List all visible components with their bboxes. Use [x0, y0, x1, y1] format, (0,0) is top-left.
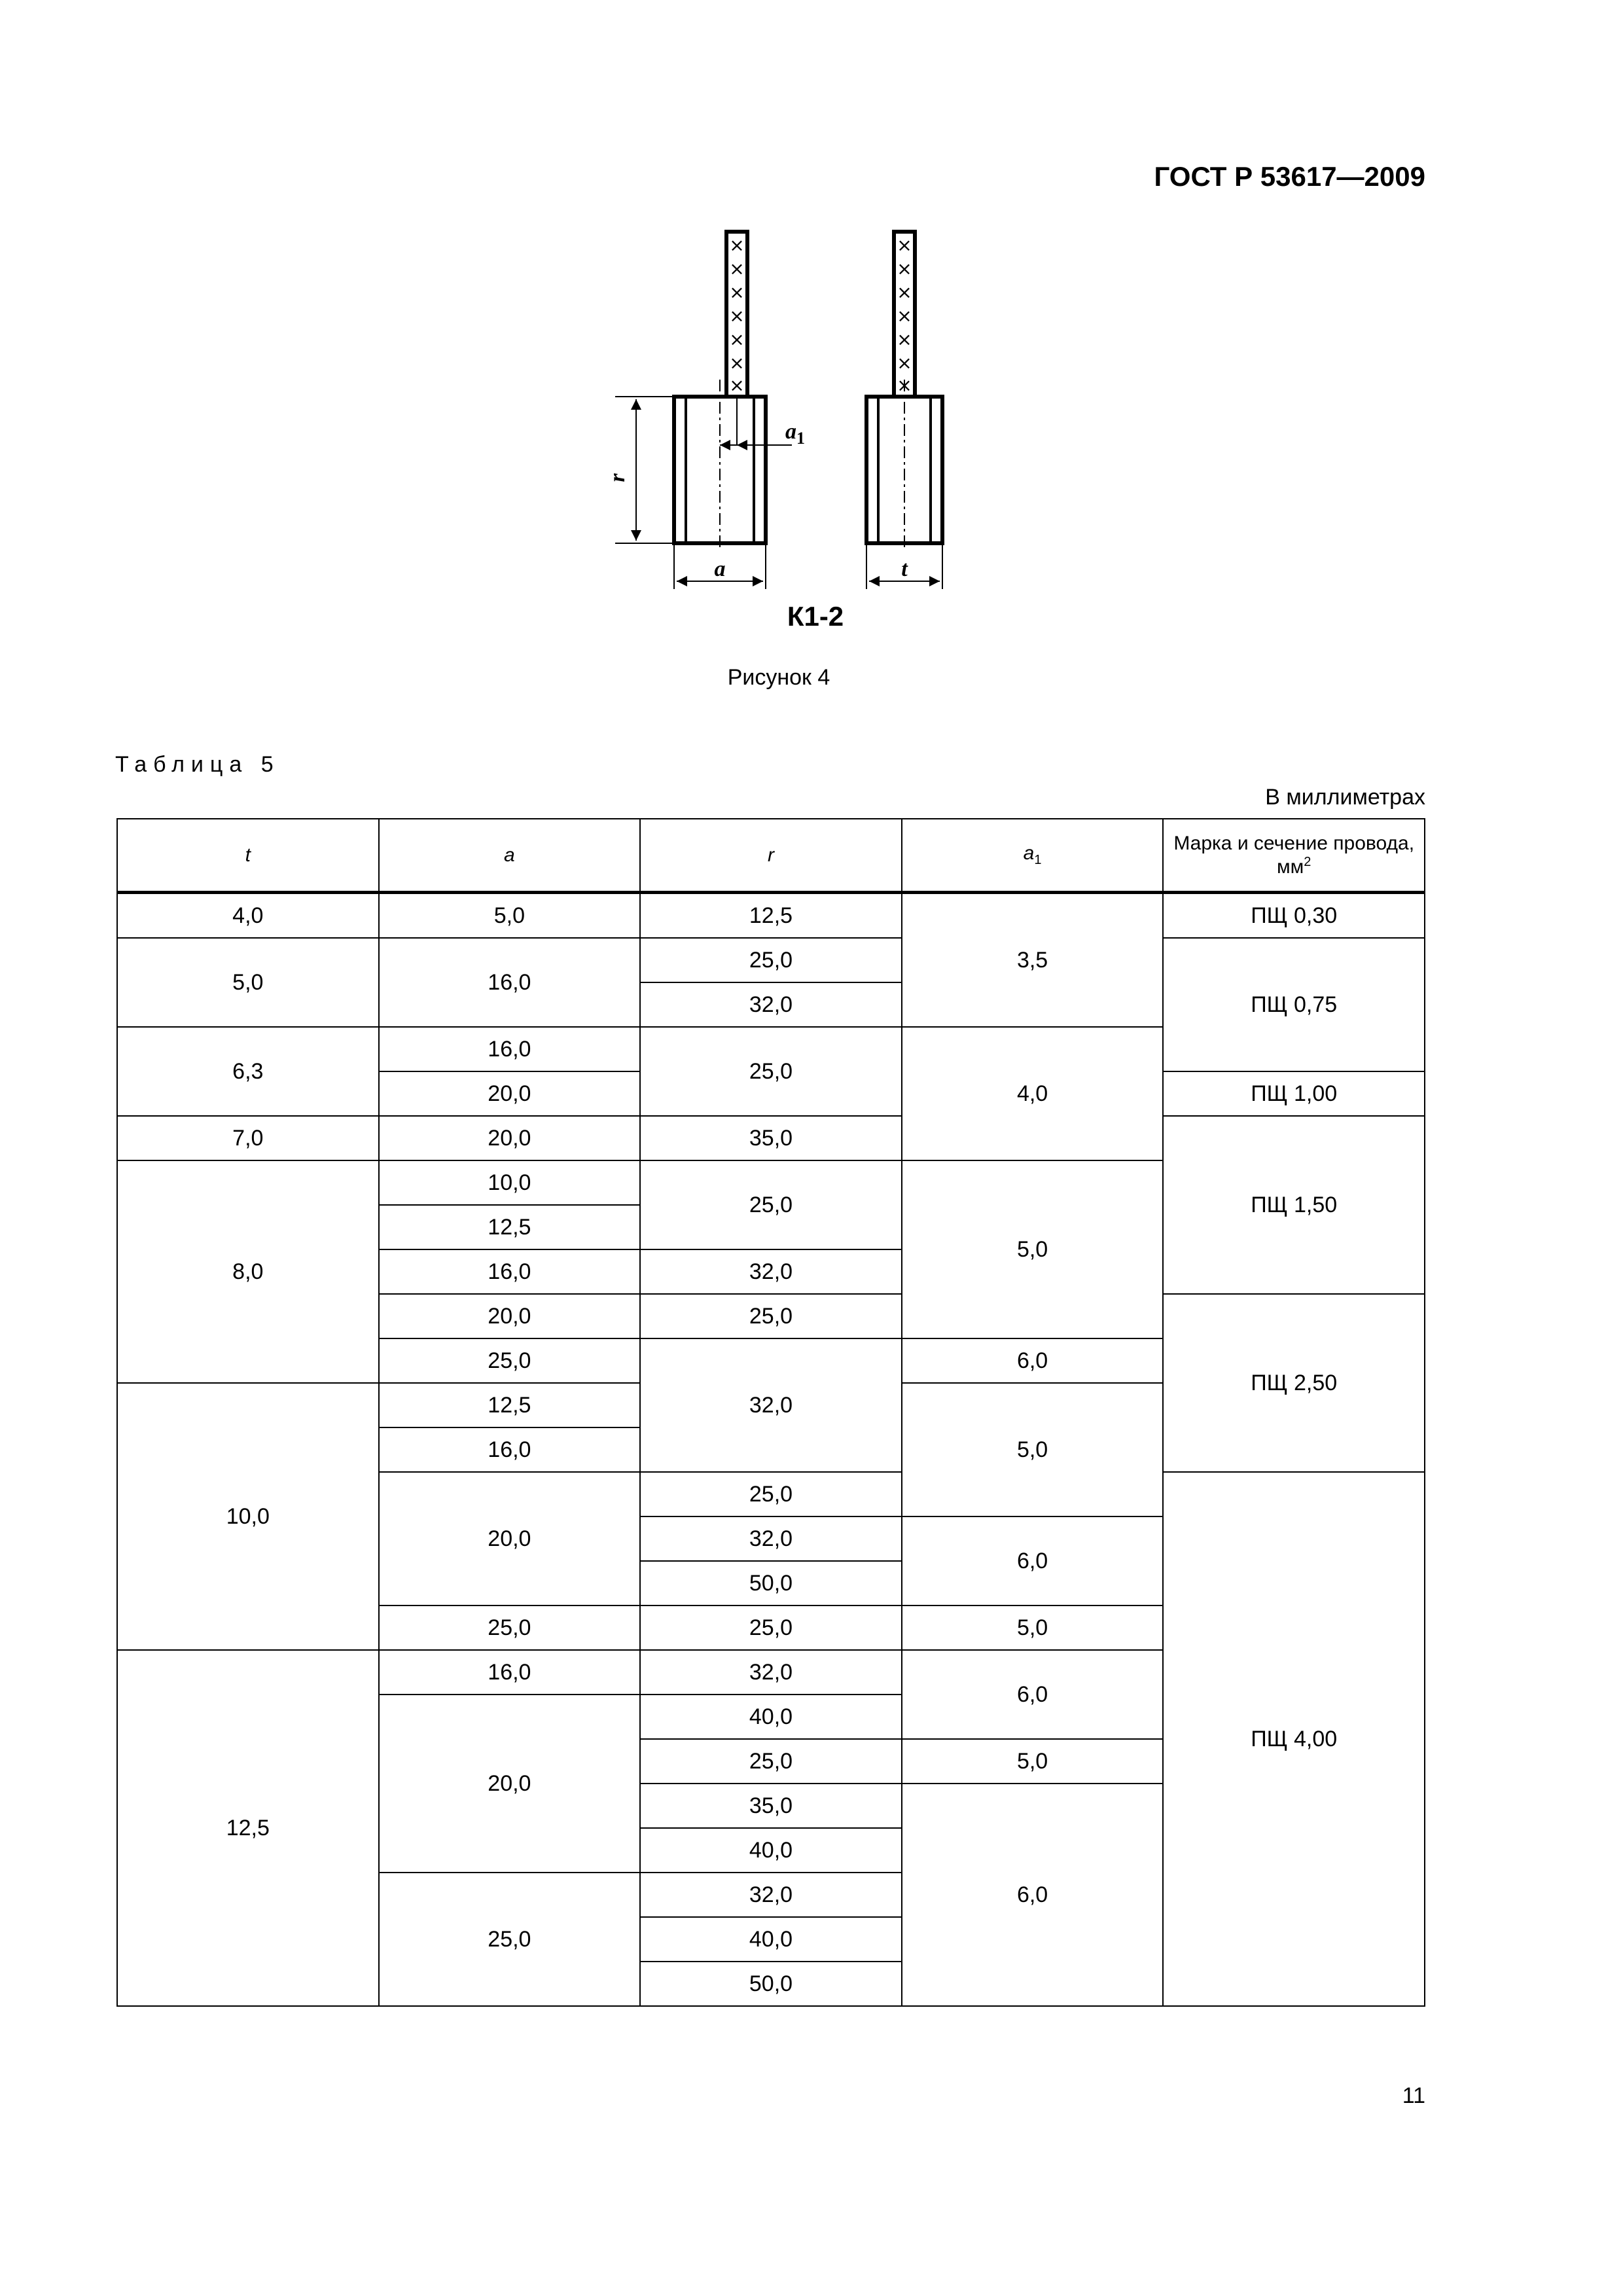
figure-caption: Рисунок 4 [727, 665, 830, 690]
cell-a1: 3,5 [902, 893, 1164, 1028]
table-row [117, 938, 1425, 982]
cell-a1: 5,0 [902, 1383, 1164, 1516]
cell-a: 16,0 [379, 1027, 641, 1071]
a-label: a [714, 557, 726, 581]
cell-t: 12,5 [117, 1650, 379, 2006]
header-a1: $a_1$ [902, 819, 1164, 893]
cell-t: 6,3 [117, 1027, 379, 1116]
table-header-row [117, 819, 1425, 893]
svg-text:×: × [729, 374, 745, 396]
svg-text:×: × [897, 258, 912, 279]
cell-r: 25,0 [640, 1605, 902, 1650]
cell-a1: 4,0 [902, 1027, 1164, 1160]
t-label: t [901, 557, 908, 581]
cell-r: 25,0 [640, 1294, 902, 1338]
cell-a: 20,0 [379, 1294, 641, 1338]
cell-a: 12,5 [379, 1205, 641, 1249]
header-t: t [117, 819, 379, 893]
svg-text:×: × [897, 329, 912, 350]
cell-t: 5,0 [117, 938, 379, 1027]
cell-r: 32,0 [640, 1516, 902, 1561]
cell-a1: 6,0 [902, 1784, 1164, 2006]
cell-wire-mark: ПЩ 0,30 [1163, 893, 1425, 939]
cell-a: 16,0 [379, 1650, 641, 1695]
dimensions-table [116, 818, 1425, 2007]
svg-text:×: × [897, 305, 912, 327]
cell-a1: 6,0 [902, 1338, 1164, 1383]
svg-text:×: × [729, 234, 745, 256]
cell-a: 16,0 [379, 1249, 641, 1294]
header-wire-mark: Марка и сечение провода, $мм^2$ [1163, 819, 1425, 893]
table-row [117, 893, 1425, 939]
cell-wire-mark: ПЩ 4,00 [1163, 1472, 1425, 2006]
cell-a: 16,0 [379, 938, 641, 1027]
svg-text:×: × [729, 258, 745, 279]
lead-wire-left [726, 232, 747, 397]
svg-text:×: × [897, 234, 912, 256]
cell-r: 40,0 [640, 1695, 902, 1739]
cell-a1: 5,0 [902, 1160, 1164, 1338]
svg-text:×: × [897, 281, 912, 303]
header-r: r [640, 819, 902, 893]
cell-r: 35,0 [640, 1784, 902, 1828]
cell-r: 25,0 [640, 1160, 902, 1249]
cell-wire-mark: ПЩ 2,50 [1163, 1294, 1425, 1472]
cell-r: 50,0 [640, 1962, 902, 2006]
cell-a: 25,0 [379, 1605, 641, 1650]
header-a: a [379, 819, 641, 893]
cell-r: 32,0 [640, 1249, 902, 1294]
cell-a: 20,0 [379, 1116, 641, 1160]
cell-t: 7,0 [117, 1116, 379, 1160]
cell-r: 32,0 [640, 1650, 902, 1695]
cell-a: 20,0 [379, 1695, 641, 1873]
svg-text:×: × [897, 374, 912, 396]
svg-text:×: × [729, 281, 745, 303]
figure-code: К1-2 [787, 601, 844, 632]
svg-text:×: × [729, 305, 745, 327]
a1-label: $a_1$ [785, 420, 805, 448]
cell-wire-mark: ПЩ 0,75 [1163, 938, 1425, 1071]
cell-r: 32,0 [640, 1873, 902, 1917]
cell-t: 8,0 [117, 1160, 379, 1383]
cell-r: 50,0 [640, 1561, 902, 1605]
brush-body-right [866, 380, 942, 550]
units-note: В миллиметрах [1265, 785, 1425, 810]
cell-a: 25,0 [379, 1873, 641, 2006]
cell-r: 40,0 [640, 1828, 902, 1873]
cell-r: 40,0 [640, 1917, 902, 1962]
r-dimension [605, 397, 674, 543]
cell-r: 32,0 [640, 1338, 902, 1472]
cell-t: 10,0 [117, 1383, 379, 1650]
cell-a1: 6,0 [902, 1516, 1164, 1605]
cell-a: 20,0 [379, 1472, 641, 1605]
cell-a: 25,0 [379, 1338, 641, 1383]
lead-wire-right [894, 232, 915, 397]
cell-t: 4,0 [117, 893, 379, 939]
t-dimension [866, 543, 942, 589]
cell-a: 12,5 [379, 1383, 641, 1427]
brush-body-left [674, 380, 792, 550]
cell-a: 10,0 [379, 1160, 641, 1205]
cell-wire-mark: ПЩ 1,50 [1163, 1116, 1425, 1294]
table-row [117, 1116, 1425, 1160]
cell-r: 32,0 [640, 982, 902, 1027]
cell-r: 35,0 [640, 1116, 902, 1160]
cell-a: 16,0 [379, 1427, 641, 1472]
brush-drawing [589, 223, 982, 641]
svg-text:×: × [897, 352, 912, 374]
cell-a: 20,0 [379, 1071, 641, 1116]
a-dimension [674, 543, 766, 589]
cell-a1: 6,0 [902, 1650, 1164, 1739]
svg-text:×: × [729, 352, 745, 374]
cell-r: 25,0 [640, 938, 902, 982]
cell-r: 25,0 [640, 1739, 902, 1784]
cell-r: 12,5 [640, 893, 902, 939]
table-label: Таблица 5 [115, 752, 280, 777]
r-label: r [605, 473, 630, 482]
cell-r: 25,0 [640, 1027, 902, 1116]
svg-text:×: × [729, 329, 745, 350]
cell-a1: 5,0 [902, 1605, 1164, 1650]
cell-a1: 5,0 [902, 1739, 1164, 1784]
cell-r: 25,0 [640, 1472, 902, 1516]
page-number: 11 [1402, 2083, 1425, 2108]
cell-a: 5,0 [379, 893, 641, 939]
cell-wire-mark: ПЩ 1,00 [1163, 1071, 1425, 1116]
standard-designation: ГОСТ Р 53617—2009 [1154, 161, 1425, 192]
